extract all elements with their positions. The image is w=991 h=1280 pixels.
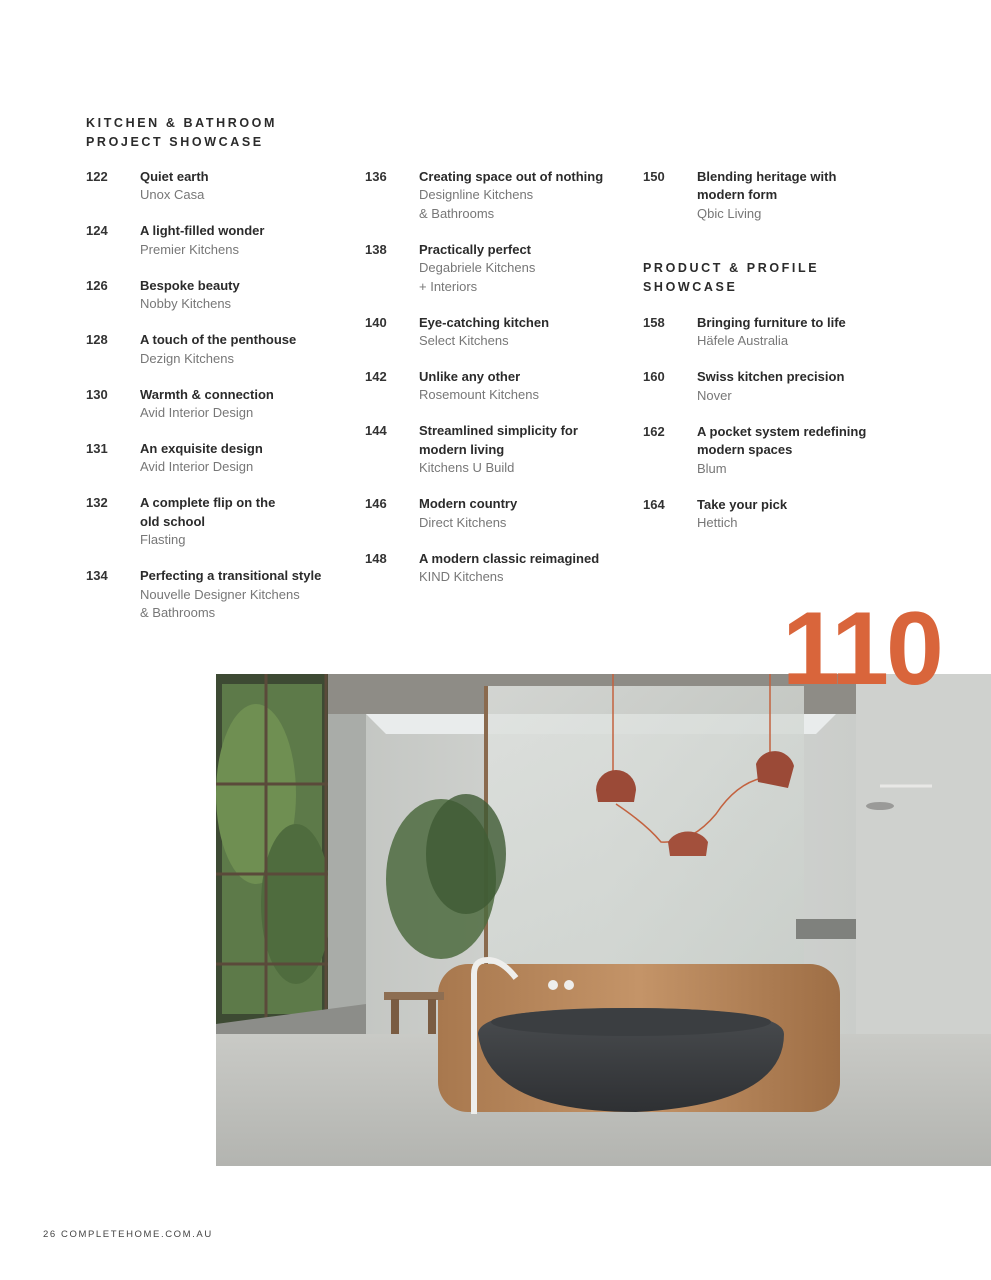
toc-entry-company: Nobby Kitchens xyxy=(140,296,232,312)
toc-entry-company: Avid Interior Design xyxy=(140,459,254,475)
toc-page-number: 138 xyxy=(365,241,387,257)
toc-entry-title: Bringing furniture to life xyxy=(697,315,846,330)
toc-page-number: 148 xyxy=(365,550,387,566)
toc-page-number: 132 xyxy=(86,495,108,511)
toc-page-number: 162 xyxy=(643,423,665,439)
toc-entry-title: A complete flip on the xyxy=(140,495,276,511)
toc-entry-body xyxy=(140,331,360,368)
toc-entry-body xyxy=(419,422,639,477)
toc-entry-title: Unlike any other xyxy=(419,369,521,384)
toc-entry-body xyxy=(697,314,917,351)
toc-page-number: 146 xyxy=(365,496,387,512)
toc-entry-body xyxy=(419,168,639,223)
toc-entry-title: Eye-catching kitchen xyxy=(419,314,550,330)
toc-entry-title: A touch of the penthouse xyxy=(140,332,297,348)
toc-page-number: 160 xyxy=(643,369,665,385)
section-heading-line: KITCHEN & BATHROOM xyxy=(86,116,278,130)
toc-entry-company: Premier Kitchens xyxy=(140,241,239,257)
toc-entry-title: modern living xyxy=(419,441,505,457)
toc-page-number: 131 xyxy=(86,441,108,456)
toc-entry-title: Warmth & connection xyxy=(140,386,274,402)
toc-entry-company: Blum xyxy=(697,460,727,476)
toc-entry-title: modern spaces xyxy=(697,442,793,458)
page-footer: 26 COMPLETEHOME.COM.AU xyxy=(43,1229,213,1240)
toc-entry-title: Take your pick xyxy=(697,496,788,512)
bathroom-photo xyxy=(216,674,991,1166)
toc-entry-company: Designline Kitchens xyxy=(419,187,534,203)
toc-entry-title: modern form xyxy=(697,187,778,203)
toc-entry-title: An exquisite design xyxy=(140,441,263,456)
toc-entry-title: old school xyxy=(140,513,205,529)
toc-entry-title: A modern classic reimagined xyxy=(419,550,600,566)
toc-entry-body xyxy=(140,494,360,549)
toc-entry-title: Creating space out of nothing xyxy=(419,169,604,184)
toc-entry-title: A pocket system redefining xyxy=(697,423,867,439)
section-heading-line: PRODUCT & PROFILE xyxy=(643,261,820,275)
toc-entry-title: Bespoke beauty xyxy=(140,277,240,293)
toc-entry-title: Streamlined simplicity for xyxy=(419,423,578,439)
toc-page-number: 122 xyxy=(86,169,108,184)
section-heading-line: PROJECT SHOWCASE xyxy=(86,134,264,149)
toc-page-number: 126 xyxy=(86,277,108,293)
toc-entry-body xyxy=(140,567,360,622)
toc-entry-title: Modern country xyxy=(419,496,518,512)
toc-entry-company: Rosemount Kitchens xyxy=(419,387,539,403)
toc-entry-body xyxy=(140,277,360,314)
toc-entry-company: Flasting xyxy=(140,532,186,548)
toc-entry-title: Practically perfect xyxy=(419,241,532,257)
toc-page-number: 128 xyxy=(86,332,108,348)
toc-entry-company: Dezign Kitchens xyxy=(140,350,234,366)
toc-entry-title: Perfecting a transitional style xyxy=(140,568,322,584)
toc-entry-company: Direct Kitchens xyxy=(419,514,507,530)
toc-entry-company: Select Kitchens xyxy=(419,333,509,348)
toc-page-number: 136 xyxy=(365,169,387,184)
toc-entry-body xyxy=(140,168,360,205)
toc-entry-company: Qbic Living xyxy=(697,205,762,221)
toc-entry-title: A light-filled wonder xyxy=(140,223,265,239)
toc-entry-company: Nover xyxy=(697,387,732,403)
toc-entry-company: & Bathrooms xyxy=(419,205,495,221)
toc-entry-company: Häfele Australia xyxy=(697,333,789,349)
toc-entry-title: Quiet earth xyxy=(140,169,209,184)
toc-entry-company: + Interiors xyxy=(419,278,478,294)
toc-entry-body xyxy=(697,423,917,478)
toc-page-number: 140 xyxy=(365,314,387,330)
toc-entry-body xyxy=(419,495,639,532)
toc-entry-body xyxy=(697,168,917,223)
toc-entry-company: KIND Kitchens xyxy=(419,569,504,584)
toc-page-number: 142 xyxy=(365,369,387,384)
toc-entry-body xyxy=(419,241,639,296)
toc-page-number: 144 xyxy=(365,423,387,439)
toc-entry-company: Unox Casa xyxy=(140,187,205,203)
toc-page-number: 134 xyxy=(86,568,108,584)
toc-entry-body xyxy=(419,368,639,405)
feature-page-number: 110 xyxy=(782,591,941,707)
toc-entry-body xyxy=(140,386,360,423)
toc-page-number: 164 xyxy=(643,496,665,512)
toc-entry-body xyxy=(140,440,360,477)
toc-page-number: 124 xyxy=(86,223,108,239)
toc-page-number: 158 xyxy=(643,315,665,330)
toc-page-number: 130 xyxy=(86,386,108,402)
toc-entry-company: & Bathrooms xyxy=(140,605,216,620)
toc-entry-body xyxy=(419,550,639,587)
toc-entry-body xyxy=(697,496,917,533)
section-heading-product-profile xyxy=(643,259,819,296)
section-heading-line: SHOWCASE xyxy=(643,279,738,294)
toc-entry-body xyxy=(140,222,360,259)
toc-entry-company: Kitchens U Build xyxy=(419,460,515,476)
toc-entry-company: Avid Interior Design xyxy=(140,405,254,420)
toc-entry-title: Blending heritage with xyxy=(697,169,837,184)
toc-entry-title: Swiss kitchen precision xyxy=(697,369,845,385)
toc-entry-company: Degabriele Kitchens xyxy=(419,260,536,276)
toc-entry-body xyxy=(697,368,917,405)
toc-entry-company: Nouvelle Designer Kitchens xyxy=(140,586,300,602)
toc-entry-body xyxy=(419,314,639,351)
section-heading-kitchen-bathroom xyxy=(86,114,277,151)
toc-page-number: 150 xyxy=(643,169,665,184)
toc-entry-company: Hettich xyxy=(697,515,738,530)
